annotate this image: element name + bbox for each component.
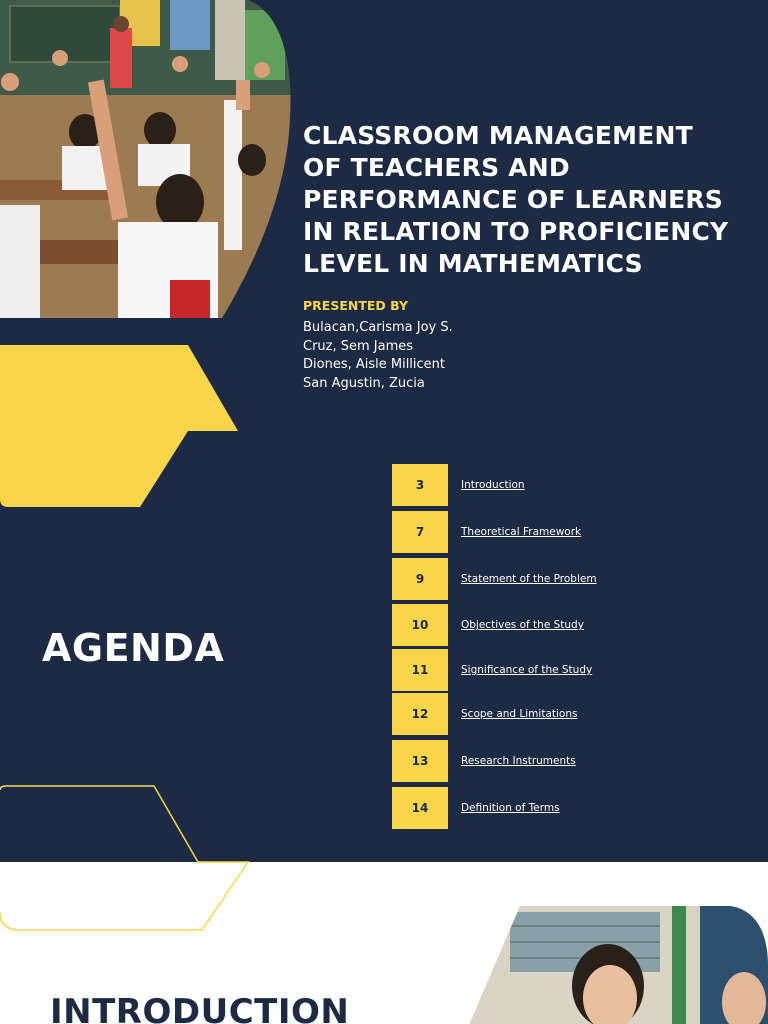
agenda-link-statement-of-the-problem[interactable]: Statement of the Problem	[461, 573, 597, 585]
agenda-link-definition-of-terms[interactable]: Definition of Terms	[461, 802, 560, 814]
agenda-item	[392, 464, 722, 506]
agenda-item	[392, 740, 722, 782]
title-line: LEVEL IN MATHEMATICS	[303, 249, 643, 278]
title-line: OF TEACHERS AND	[303, 153, 570, 182]
agenda-page-number: 9	[392, 558, 448, 600]
agenda-page-number: 11	[392, 649, 448, 691]
agenda-page-number: 12	[392, 693, 448, 735]
agenda-page-number: 10	[392, 604, 448, 646]
agenda-item	[392, 604, 722, 646]
agenda-link-theoretical-framework[interactable]: Theoretical Framework	[461, 526, 582, 538]
agenda-item	[392, 693, 722, 735]
agenda-link-introduction[interactable]: Introduction	[461, 479, 525, 491]
agenda-link-scope-and-limitations[interactable]: Scope and Limitations	[461, 708, 578, 720]
agenda-item	[392, 649, 722, 691]
title-line: IN RELATION TO PROFICIENCY	[303, 217, 729, 246]
presenter-name: Diones, Aisle Millicent	[303, 357, 446, 372]
agenda-link-significance-of-the-study[interactable]: Significance of the Study	[461, 664, 593, 676]
agenda-heading: AGENDA	[42, 626, 225, 670]
presented-by-label: PRESENTED BY	[303, 298, 409, 313]
presentation-title	[303, 120, 753, 280]
introduction-slide	[0, 862, 768, 1024]
introduction-heading: INTRODUCTION	[50, 992, 350, 1024]
student-photo	[460, 906, 768, 1024]
yellow-decorative-shape	[0, 345, 240, 510]
agenda-link-objectives-of-the-study[interactable]: Objectives of the Study	[461, 619, 584, 631]
title-line: PERFORMANCE OF LEARNERS	[303, 185, 724, 214]
title-line: CLASSROOM MANAGEMENT	[303, 121, 693, 150]
agenda-page-number: 7	[392, 511, 448, 553]
agenda-link-research-instruments[interactable]: Research Instruments	[461, 755, 576, 767]
classroom-photo	[0, 0, 300, 320]
presenter-name: Bulacan,Carisma Joy S.	[303, 320, 453, 335]
agenda-page-number: 14	[392, 787, 448, 829]
presenter-name: San Agustin, Zucia	[303, 375, 425, 391]
presenter-name: Cruz, Sem James	[303, 338, 414, 354]
agenda-item	[392, 787, 722, 829]
agenda-item	[392, 511, 722, 553]
agenda-item	[392, 558, 722, 600]
agenda-page-number: 13	[392, 740, 448, 782]
presenter-list	[303, 319, 453, 393]
agenda-page-number: 3	[392, 464, 448, 506]
